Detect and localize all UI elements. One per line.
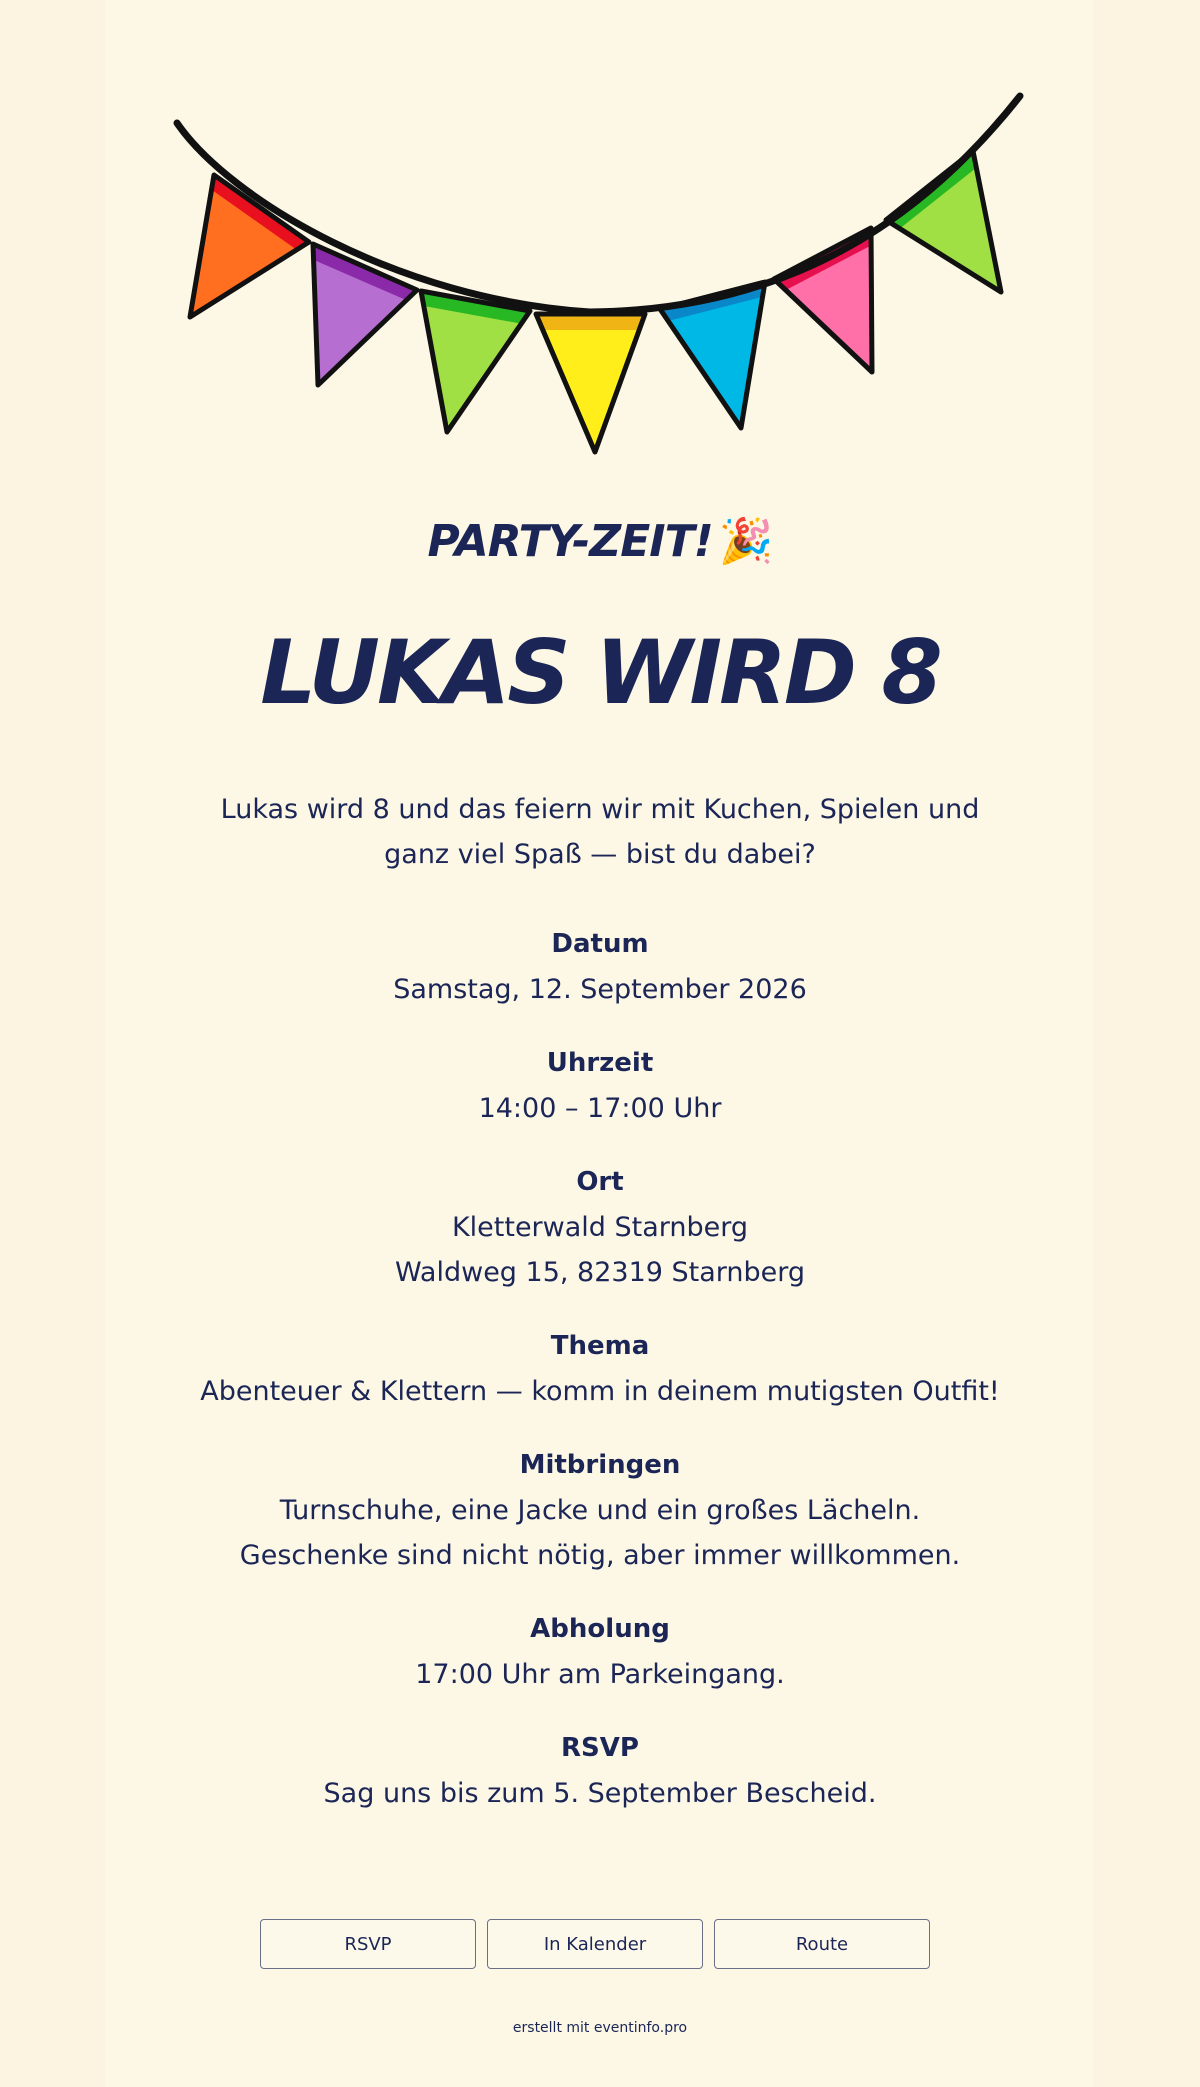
section-thema <box>100 1324 1100 1414</box>
section-rsvp <box>100 1726 1100 1816</box>
section-label: Datum <box>551 929 649 959</box>
bunting-flag-pink <box>774 228 872 372</box>
section-value: Turnschuhe, eine Jacke und ein großes Lächeln. <box>279 1495 921 1526</box>
section-label: RSVP <box>561 1733 639 1763</box>
section-value: Sag uns bis zum 5. September Bescheid. <box>323 1778 877 1809</box>
section-uhrzeit <box>100 1041 1100 1131</box>
section-label: Abholung <box>530 1614 670 1644</box>
section-label: Uhrzeit <box>546 1048 654 1078</box>
section-label: Mitbringen <box>519 1450 681 1480</box>
action-buttons <box>260 1919 936 1971</box>
rsvp-button[interactable]: RSVP <box>260 1919 476 1969</box>
bunting-flag-purple <box>313 244 417 385</box>
section-mitbringen <box>100 1443 1100 1578</box>
section-value: Abenteuer & Klettern — komm in deinem mutigsten Outfit! <box>200 1376 1000 1407</box>
bunting-flag-green-right <box>886 151 1001 292</box>
section-abholung <box>100 1607 1100 1697</box>
event-details <box>100 922 1100 1845</box>
section-value: Kletterwald Starnberg <box>451 1212 749 1243</box>
party-bunting-icon <box>0 0 1200 470</box>
intro-line: ganz viel Spaß — bist du dabei? <box>384 839 816 870</box>
add-to-calendar-button[interactable]: In Kalender <box>487 1919 703 1969</box>
page-title: LUKAS WIRD 8 <box>260 621 940 724</box>
tagline: PARTY-ZEIT! 🎉 <box>427 516 773 567</box>
route-button[interactable]: Route <box>714 1919 930 1969</box>
section-label: Thema <box>550 1331 650 1361</box>
bunting-flag-yellow <box>536 314 645 452</box>
section-value: Waldweg 15, 82319 Starnberg <box>394 1257 806 1288</box>
intro-text <box>150 787 1050 877</box>
bunting-flag-green <box>421 291 530 432</box>
intro-line: Lukas wird 8 und das feiern wir mit Kuchen, Spielen und <box>220 794 980 825</box>
section-ort <box>100 1160 1100 1295</box>
section-value: 17:00 Uhr am Parkeingang. <box>415 1659 785 1690</box>
section-value: Geschenke sind nicht nötig, aber immer willkommen. <box>239 1540 961 1571</box>
section-value: 14:00 – 17:00 Uhr <box>478 1093 722 1124</box>
party-popper-icon: 🎉 <box>718 516 773 567</box>
section-label: Ort <box>576 1167 624 1197</box>
section-value: Samstag, 12. September 2026 <box>393 974 807 1005</box>
section-datum <box>100 922 1100 1012</box>
footer-credit[interactable]: erstellt mit eventinfo.pro <box>512 2020 688 2036</box>
